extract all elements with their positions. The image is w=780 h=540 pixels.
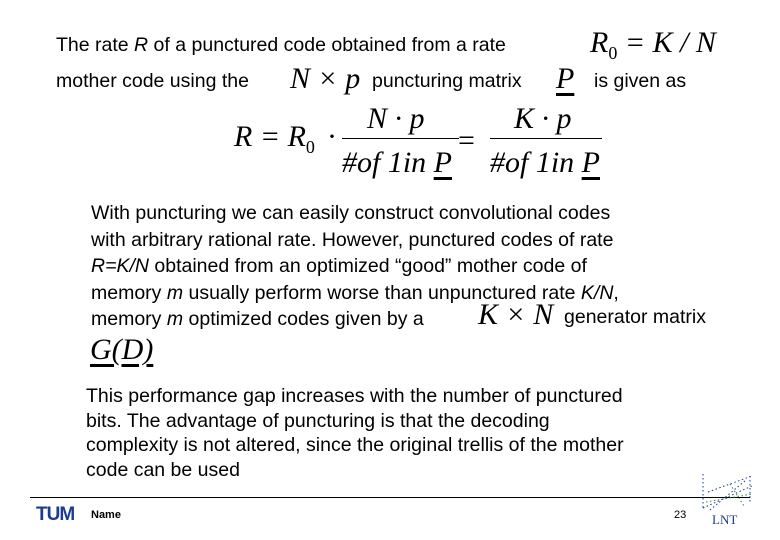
rate-formula-r0: $R_0 = K / N$ — [590, 26, 716, 63]
paragraph-line: bits. The advantage of puncturing is that the decoding — [86, 409, 550, 432]
page-number: 23 — [674, 509, 687, 521]
fraction-bar-2 — [490, 138, 602, 139]
footer-name: Name — [91, 509, 121, 521]
denominator-1: #of 1in P — [342, 146, 452, 179]
paragraph-line: memory m usually perform worse than unpunctured rate K/N, — [91, 281, 619, 304]
paragraph-line: code can be used — [86, 458, 240, 481]
formula-dot: · — [327, 120, 337, 153]
intro-line-1 — [56, 36, 506, 56]
formula-equals: = — [458, 124, 475, 157]
intro-line-2-mid: puncturing matrix — [372, 70, 522, 92]
intro-text-rest: of a punctured code obtained from a rate — [148, 34, 506, 56]
generator-matrix-gd: G(D) — [90, 333, 154, 366]
numerator-n-p: N · p — [367, 102, 425, 135]
paragraph-performance — [86, 384, 624, 482]
lnt-logo-graphic-icon — [700, 472, 756, 512]
intro-text: The rate — [56, 34, 135, 56]
denominator-2: #of 1in P — [490, 146, 600, 179]
paragraph-line: with arbitrary rational rate. However, punctured codes of rate — [91, 228, 614, 251]
intro-line-2: mother code using the — [56, 70, 249, 92]
paragraph-line: complexity is not altered, since the original trellis of the mother — [86, 434, 624, 456]
paragraph-line: With puncturing we can easily construct convolutional codes — [91, 202, 611, 224]
fraction-bar-1 — [342, 138, 459, 139]
paragraph-line: R=K/N obtained from an optimized “good” mother code of — [91, 255, 587, 277]
formula-k-times-n: K × N — [478, 298, 554, 331]
footer-divider — [30, 497, 750, 498]
formula-n-times-p: N × p — [290, 62, 361, 95]
paragraph-line: memory m optimized codes given by a — [91, 308, 424, 330]
puncturing-matrix-symbol: P — [556, 62, 575, 95]
generator-matrix-label: generator matrix — [564, 306, 706, 328]
paragraph-line: This performance gap increases with the number of punctured — [86, 385, 623, 407]
numerator-k-p: K · p — [514, 102, 572, 135]
formula-lhs: $R = R_0$ — [234, 120, 315, 157]
lnt-logo: LNT — [712, 512, 738, 527]
rate-variable: R — [134, 34, 149, 56]
tum-logo: TUM — [36, 504, 75, 525]
intro-line-2-end: is given as — [594, 70, 687, 92]
